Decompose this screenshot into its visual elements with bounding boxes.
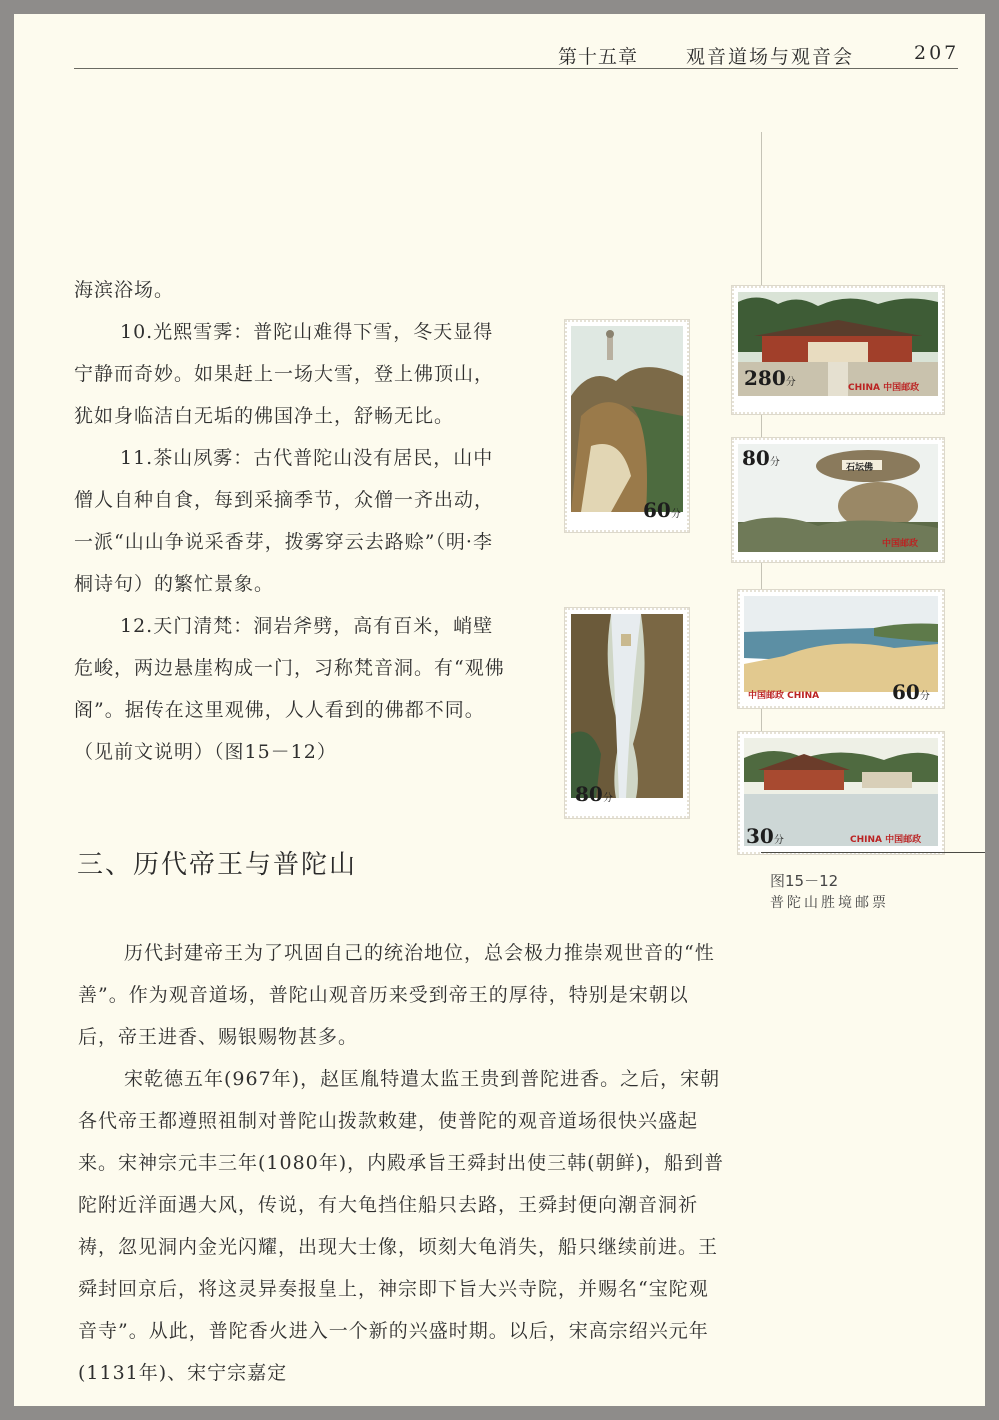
stamp-unit: 分 <box>785 377 796 388</box>
paragraph: 11.茶山夙雾：古代普陀山没有居民，山中僧人自种自食，每到采摘季节，众僧一齐出动，一派“山山争说采香芽，拨雾穿云去路赊”（明·李桐诗句）的繁忙景象。 <box>74 447 495 595</box>
paragraph: 宋乾德五年(967年)，赵匡胤特遣太监王贵到普陀进香。之后，宋朝各代帝王都遵照祖制对普陀山拨款敕建，使普陀的观音道场很快兴盛起来。宋神宗元丰三年(1080年)，内殿承旨王舜封出使三韩(朝鲜)，船到普陀附近洋面遇大风，传说，有大龟挡住船只去路，王舜封便向潮音洞祈祷，忽见洞内金光闪耀，出现大士像，顷刻大龟消失，船只继续前进。王舜封回京后，将这灵异奏报皇上，神宗即下旨大兴寺院，并赐名“宝陀观音寺”。从此，普陀香火进入一个新的兴盛时期。以后，宋高宗绍兴元年(1131年)、宋宁宗嘉定 <box>78 1068 725 1384</box>
chapter-title: 观音道场与观音会 <box>686 46 855 68</box>
figure-caption <box>770 870 889 914</box>
figure-caption-text: 普陀山胜境邮票 <box>770 895 889 911</box>
stamp-postal-mark: CHINA 中国邮政 <box>850 835 922 845</box>
stamp-temple-gate <box>732 286 944 414</box>
paragraph: 12.天门清梵：洞岩斧劈，高有百米，峭壁危峻，两边悬崖构成一门，习称梵音洞。有“观佛阁”。据传在这里观佛，人人看到的佛都不同。（见前文说明）（图15－12） <box>74 615 505 763</box>
stamp-postal-mark: CHINA 中国邮政 <box>848 383 920 393</box>
stamp-cliff-gorge <box>565 608 689 818</box>
figure-panel <box>575 132 985 852</box>
beach-illustration <box>744 596 938 692</box>
page-number: 207 <box>914 42 960 64</box>
paragraph: 历代封建帝王为了巩固自己的统治地位，总会极力推崇观世音的“性善”。作为观音道场，普陀山观音历来受到帝王的厚待，特别是宋朝以后，帝王进香、赐银赐物甚多。 <box>78 942 715 1048</box>
stamp-unit: 分 <box>602 793 613 804</box>
paragraph: 海滨浴场。 <box>74 279 175 301</box>
stamp-unit: 分 <box>670 509 681 520</box>
chapter-label: 第十五章 <box>558 46 639 68</box>
stamp-rock-inscription: 石坛佛 <box>846 463 874 473</box>
stamp-postal-mark: 中国邮政 CHINA <box>748 691 820 701</box>
cliff-gorge-illustration <box>571 614 683 798</box>
stamp-unit: 分 <box>769 457 780 468</box>
mountain-path-illustration <box>571 326 683 512</box>
stamp-mountain-path <box>565 320 689 532</box>
book-page <box>14 14 985 1406</box>
stamp-unit: 分 <box>919 691 930 702</box>
running-header <box>74 28 958 69</box>
stamp-beach <box>738 590 944 708</box>
section-heading: 三、历代帝王与普陀山 <box>77 850 358 880</box>
stamp-denomination: 60分 <box>892 680 930 704</box>
stamp-denomination: 30分 <box>746 824 784 848</box>
stamp-denomination: 80分 <box>742 446 780 470</box>
upper-text-column <box>74 269 510 773</box>
stamp-denomination: 280分 <box>744 366 796 390</box>
caption-rule <box>761 852 985 853</box>
stamp-balancing-rock <box>732 438 944 562</box>
figure-number: 图15－12 <box>770 872 839 890</box>
stamp-temple-lake <box>738 732 944 854</box>
stamp-postal-mark: 中国邮政 <box>882 539 919 549</box>
stamp-denomination: 60分 <box>643 498 681 522</box>
lower-text-column <box>78 932 724 1394</box>
stamp-unit: 分 <box>773 835 784 846</box>
stamp-denomination: 80分 <box>575 782 613 806</box>
paragraph: 10.光熙雪霁：普陀山难得下雪，冬天显得宁静而奇妙。如果赶上一场大雪，登上佛顶山，犹如身临洁白无垢的佛国净土，舒畅无比。 <box>74 321 495 427</box>
